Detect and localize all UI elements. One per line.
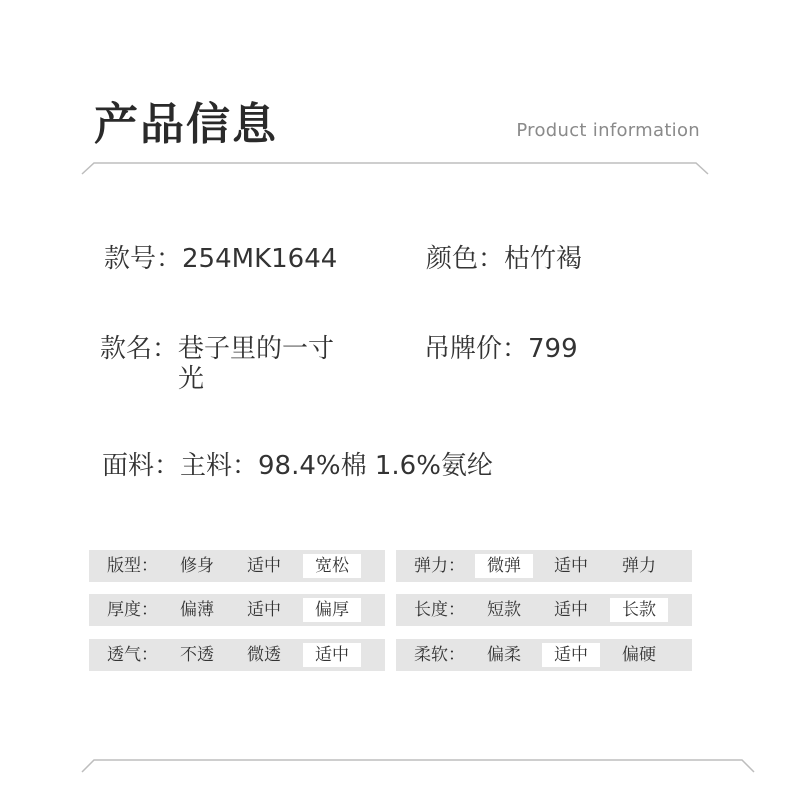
fabric-field — [102, 451, 493, 481]
spec-row-length — [396, 594, 692, 626]
spec-label: 长度： — [414, 600, 465, 620]
style-number-value: 254MK1644 — [182, 244, 338, 274]
spec-option: 适中 — [303, 643, 361, 667]
spec-option: 宽松 — [303, 554, 361, 578]
spec-row-fit — [89, 550, 385, 582]
spec-option: 不透 — [180, 645, 214, 665]
style-number-label: 款号： — [104, 244, 183, 274]
spec-option: 弹力 — [622, 556, 656, 576]
style-number-field — [104, 244, 337, 274]
page-subtitle: Product information — [516, 120, 700, 141]
spec-label: 透气： — [107, 645, 158, 665]
spec-option: 偏硬 — [622, 645, 656, 665]
spec-option: 适中 — [554, 556, 588, 576]
spec-option: 偏厚 — [303, 598, 361, 622]
spec-label: 厚度： — [107, 600, 158, 620]
color-value: 枯竹褐 — [504, 244, 583, 274]
spec-label: 版型： — [107, 556, 158, 576]
style-name-value: 巷子里的一寸光 — [178, 334, 335, 394]
spec-option: 微透 — [247, 645, 281, 665]
spec-option: 适中 — [554, 600, 588, 620]
spec-option: 适中 — [542, 643, 600, 667]
fabric-label: 面料： — [102, 451, 181, 481]
price-label: 吊牌价： — [424, 334, 529, 364]
style-name-field — [100, 334, 350, 394]
spec-row-elasticity — [396, 550, 692, 582]
spec-option: 长款 — [610, 598, 668, 622]
page-title: 产品信息 — [94, 99, 278, 150]
spec-row-thickness — [89, 594, 385, 626]
spec-row-softness — [396, 639, 692, 671]
top-divider — [0, 156, 790, 176]
price-field — [424, 334, 578, 364]
spec-option: 修身 — [180, 556, 214, 576]
bottom-divider — [0, 754, 790, 774]
spec-label: 柔软： — [414, 645, 465, 665]
spec-row-breathability — [89, 639, 385, 671]
spec-option: 偏薄 — [180, 600, 214, 620]
spec-option: 偏柔 — [487, 645, 521, 665]
spec-option: 适中 — [247, 556, 281, 576]
color-label: 颜色： — [426, 244, 505, 274]
spec-option: 适中 — [247, 600, 281, 620]
spec-label: 弹力： — [414, 556, 465, 576]
spec-option: 微弹 — [475, 554, 533, 578]
spec-option: 短款 — [487, 600, 521, 620]
fabric-value: 主料：98.4%棉 1.6%氨纶 — [180, 451, 493, 481]
price-value: 799 — [528, 334, 578, 364]
style-name-label: 款名： — [100, 334, 179, 364]
color-field — [426, 244, 582, 274]
